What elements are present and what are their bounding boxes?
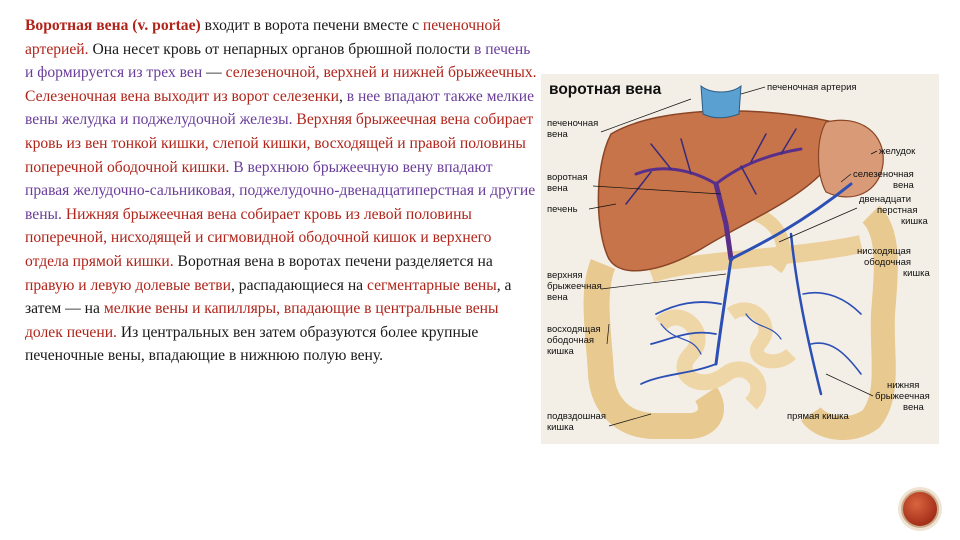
label-rectum: прямая кишка — [787, 411, 849, 422]
text-run: Из центральных вен затем образуются более крупные печеночные вены, впадающие в нижнюю полую вену. — [25, 323, 479, 365]
label-ascending-colon: восходящая — [547, 324, 601, 335]
text-run: — — [202, 64, 226, 82]
text-run: Верхняя брыжеечная вена собирает кровь из вен тонкой кишки, слепой кишки, восходящей и правой половины поперечной ободочной кишки. — [25, 111, 534, 176]
label-duodenum: перстная — [877, 205, 918, 216]
label-splenic-vein: вена — [893, 180, 914, 191]
text-run: , распадающиеся на — [230, 276, 367, 294]
label-descending-colon: кишка — [903, 268, 930, 279]
hepatic-vein-illustration — [701, 86, 741, 118]
label-hepatic-artery: печеночная артерия — [767, 82, 857, 93]
text-run: мелкие вены и капилляры, впадающие в центральные вены долек печени. — [25, 300, 499, 341]
text-run: сегментарные вены — [367, 276, 497, 294]
text-run: печеночной артерией. — [25, 17, 501, 58]
text-run: Селезеночная вена выходит из ворот селезенки — [25, 87, 339, 105]
text-run: В верхнюю брыжеечную вену впадают правая желудочно-сальниковая, поджелудочно-двенадцатиперстная и другие вены. — [25, 158, 536, 223]
diagram-title: воротная вена — [549, 81, 662, 98]
label-portal-vein: воротная — [547, 172, 588, 183]
text-run: Воротная вена (v. portae) — [25, 17, 201, 34]
text-run: Нижняя брыжеечная вена собирает кровь из левой половины поперечной, нисходящей и сигмовидной ободочной кишок и верхнего отдела прямой кишки. — [25, 205, 492, 270]
label-hepatic-vein: печеночная — [547, 118, 599, 129]
portal-vein-diagram — [541, 74, 939, 444]
text-run: в печень и формируется из трех вен — [25, 40, 531, 82]
text-run: , — [338, 87, 347, 105]
label-superior-mesenteric-vein: брыжеечная — [547, 281, 602, 292]
label-inferior-mesenteric-vein: нижняя — [887, 380, 920, 391]
slide-badge — [901, 490, 939, 528]
text-run: селезеночной, верхней и нижней брыжеечных. — [225, 64, 537, 82]
label-ascending-colon: кишка — [547, 346, 574, 357]
label-inferior-mesenteric-vein: вена — [903, 402, 924, 413]
label-descending-colon: ободочная — [864, 257, 912, 268]
description-text — [25, 14, 537, 368]
text-run: , а затем — на — [25, 276, 512, 318]
text-run: входит в ворота печени вместе с — [200, 17, 423, 34]
label-liver: печень — [547, 204, 578, 215]
diagram-svg — [541, 74, 939, 444]
label-superior-mesenteric-vein: верхняя — [547, 270, 583, 281]
label-duodenum: двенадцати — [859, 194, 912, 205]
label-descending-colon: нисходящая — [857, 246, 911, 257]
label-portal-vein: вена — [547, 183, 568, 194]
text-run: правую и левую долевые ветви — [25, 276, 231, 294]
text-run: Воротная вена в воротах печени разделяется на — [173, 252, 493, 270]
label-superior-mesenteric-vein: вена — [547, 292, 568, 303]
label-hepatic-vein: вена — [547, 129, 568, 140]
label-ascending-colon: ободочная — [547, 335, 595, 346]
label-inferior-mesenteric-vein: брыжеечная — [875, 391, 930, 402]
label-stomach: желудок — [879, 146, 916, 157]
text-run: в нее впадают также мелкие вены желудка и поджелудочной железы. — [25, 87, 535, 129]
label-ileum: кишка — [547, 422, 574, 433]
label-splenic-vein: селезеночная — [853, 169, 914, 180]
label-ileum: подвздошная — [547, 411, 606, 422]
text-run: Она несет кровь от непарных органов брюшной полости — [88, 40, 474, 58]
label-duodenum: кишка — [901, 216, 928, 227]
